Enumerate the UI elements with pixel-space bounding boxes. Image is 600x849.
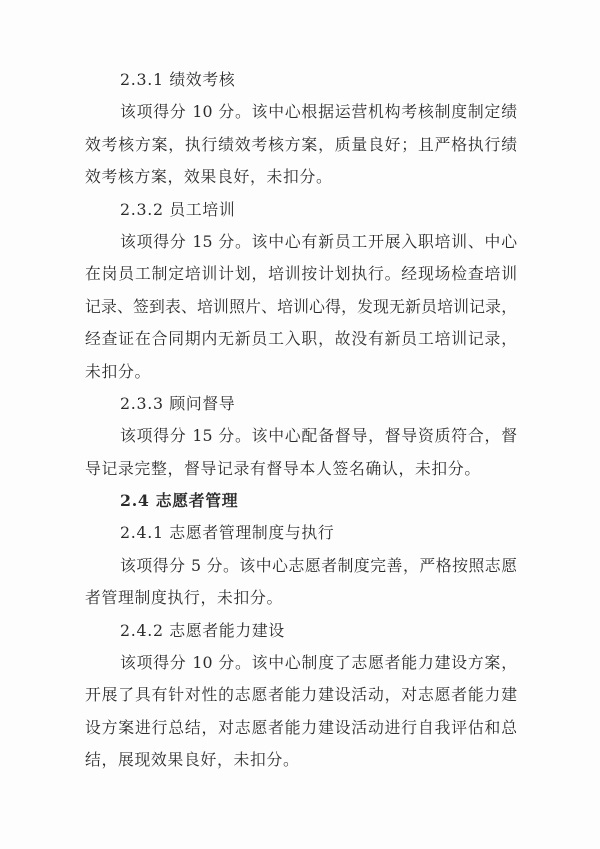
paragraph-line: 未扣分。 (85, 361, 151, 381)
paragraph-line: 设方案进行总结，对志愿者能力建设活动进行自我评估和总 (85, 717, 517, 737)
paragraph-line: 该项得分 15 分。该中心有新员工开展入职培训、中心 (120, 231, 517, 251)
paragraph-line: 该项得分 10 分。该中心制度了志愿者能力建设方案， (120, 653, 517, 673)
paragraph-line: 者管理制度执行，未扣分。 (85, 588, 283, 608)
paragraph-line: 该项得分 10 分。该中心根据运营机构考核制度制定绩 (120, 102, 517, 122)
section-heading-2-4-1: 2.4.1 志愿者管理制度与执行 (120, 523, 335, 543)
paragraph-line: 开展了具有针对性的志愿者能力建设活动，对志愿者能力建 (85, 685, 517, 705)
paragraph-line: 效考核方案，效果良好，未扣分。 (85, 167, 333, 187)
paragraph-line: 记录、签到表、培训照片、培训心得，发现无新员培训记录， (85, 296, 517, 316)
paragraph-line: 在岗员工制定培训计划，培训按计划执行。经现场检查培训 (85, 264, 517, 284)
section-heading-2-3-2: 2.3.2 员工培训 (120, 199, 236, 219)
section-heading-2-3-1: 2.3.1 绩效考核 (120, 70, 236, 89)
paragraph-line: 该项得分 5 分。该中心志愿者制度完善，严格按照志愿 (120, 555, 517, 575)
section-heading-2-4-2: 2.4.2 志愿者能力建设 (120, 620, 285, 640)
paragraph-line: 导记录完整，督导记录有督导本人签名确认，未扣分。 (85, 458, 481, 478)
paragraph-line: 效考核方案，执行绩效考核方案，质量良好；且严格执行绩 (85, 134, 517, 154)
section-heading-2-4: 2.4 志愿者管理 (120, 491, 239, 511)
document-body (85, 64, 517, 777)
section-heading-2-3-3: 2.3.3 顾问督导 (120, 393, 236, 413)
paragraph-line: 该项得分 15 分。该中心配备督导，督导资质符合，督 (120, 426, 517, 446)
paragraph-line: 经查证在合同期内无新员工入职，故没有新员工培训记录， (85, 329, 517, 349)
paragraph-line: 结，展现效果良好，未扣分。 (85, 750, 300, 770)
